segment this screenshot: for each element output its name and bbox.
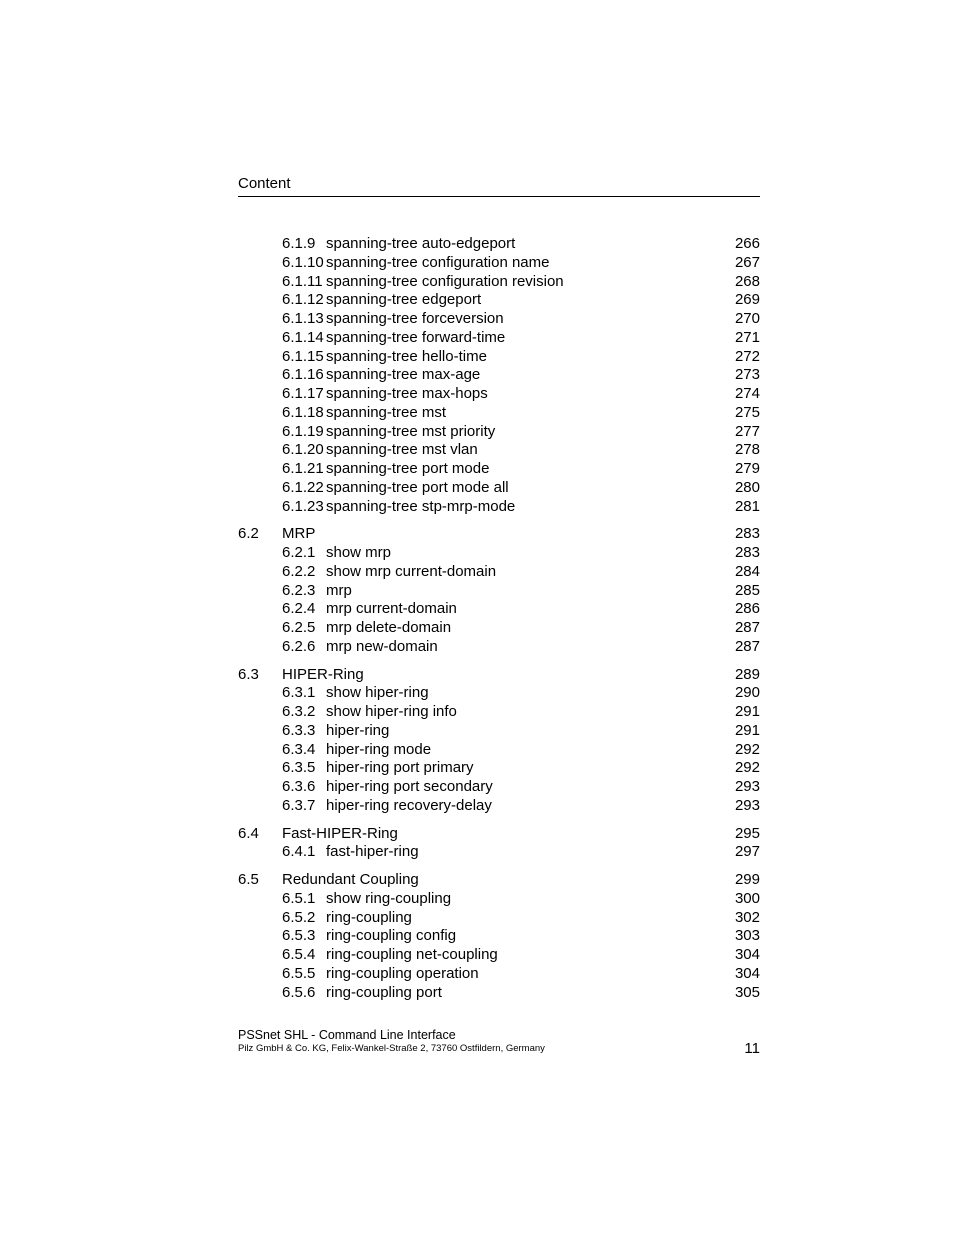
toc-entry-number: 6.2.4	[282, 600, 316, 617]
toc-entry-number: 6.2.6	[282, 638, 316, 655]
toc-entry-number: 6.5.5	[282, 965, 316, 982]
toc-entry-number: 6.3.5	[282, 759, 316, 776]
toc-entry-number: 6.1.14	[282, 329, 324, 346]
toc-entry-title: mrp	[326, 582, 352, 599]
toc-entry-page: 279	[734, 460, 760, 477]
toc-entry-number: 6.2.2	[282, 563, 316, 580]
toc-entry-title: hiper-ring	[326, 722, 390, 739]
toc-entry[interactable]	[282, 581, 760, 600]
toc-entry-number: 6.3.6	[282, 778, 316, 795]
toc-entry-title: spanning-tree auto-edgeport	[326, 235, 516, 252]
toc-entry-page: 303	[734, 927, 760, 944]
toc-section-entry[interactable]	[238, 824, 760, 843]
toc-entry-title: spanning-tree configuration revision	[326, 273, 564, 290]
toc-entry-title: spanning-tree stp-mrp-mode	[326, 498, 516, 515]
toc-entry[interactable]	[282, 683, 760, 702]
toc-entry-page: 274	[734, 385, 760, 402]
toc-entry-title: HIPER-Ring	[282, 666, 364, 683]
toc-entry[interactable]	[282, 253, 760, 272]
toc-entry[interactable]	[282, 272, 760, 291]
toc-entry-page: 304	[734, 946, 760, 963]
toc-entry-title: show hiper-ring	[326, 684, 429, 701]
toc-entry-title: spanning-tree mst vlan	[326, 441, 478, 458]
toc-entry-page: 305	[734, 984, 760, 1001]
header-title: Content	[238, 175, 291, 192]
toc-entry-title: ring-coupling port	[326, 984, 442, 1001]
toc-entry-title: Redundant Coupling	[282, 871, 419, 888]
toc-entry[interactable]	[282, 309, 760, 328]
toc-entry-page: 284	[734, 563, 760, 580]
toc-entry-number: 6.1.23	[282, 498, 324, 515]
toc-entry-number: 6.1.12	[282, 291, 324, 308]
toc-entry-page: 281	[734, 498, 760, 515]
toc-entry[interactable]	[282, 777, 760, 796]
toc-entry[interactable]	[282, 422, 760, 441]
toc-entry[interactable]	[282, 384, 760, 403]
toc-entry-title: fast-hiper-ring	[326, 843, 419, 860]
toc-entry-number: 6.3.4	[282, 741, 316, 758]
toc-entry[interactable]	[282, 796, 760, 815]
toc-entry-title: show mrp	[326, 544, 392, 561]
toc-entry-page: 287	[734, 638, 760, 655]
toc-entry-number: 6.4.1	[282, 843, 316, 860]
toc-entry[interactable]	[282, 543, 760, 562]
toc-entry-number: 6.1.10	[282, 254, 324, 271]
toc-entry[interactable]	[282, 618, 760, 637]
toc-entry-title: hiper-ring mode	[326, 741, 432, 758]
toc-entry-page: 304	[734, 965, 760, 982]
toc-entry-page: 293	[734, 797, 760, 814]
toc-entry-number: 6.1.19	[282, 423, 324, 440]
toc-entry-number: 6.1.17	[282, 385, 324, 402]
toc-entry-number: 6.5.6	[282, 984, 316, 1001]
toc-entry-number: 6.4	[238, 825, 259, 842]
toc-entry-page: 269	[734, 291, 760, 308]
toc-entry-page: 285	[734, 582, 760, 599]
toc-entry-page: 287	[734, 619, 760, 636]
toc-entry-number: 6.1.18	[282, 404, 324, 421]
toc-entry-title: spanning-tree mst priority	[326, 423, 496, 440]
toc-entry[interactable]	[282, 702, 760, 721]
header-rule	[238, 196, 760, 197]
toc-entry[interactable]	[282, 562, 760, 581]
toc-entry-number: 6.1.9	[282, 235, 316, 252]
toc-entry[interactable]	[282, 964, 760, 983]
toc-entry-page: 297	[734, 843, 760, 860]
toc-entry-number: 6.2.5	[282, 619, 316, 636]
toc-entry-title: hiper-ring port secondary	[326, 778, 493, 795]
toc-entry-title: show ring-coupling	[326, 890, 452, 907]
toc-entry-page: 292	[734, 741, 760, 758]
toc-entry-title: hiper-ring recovery-delay	[326, 797, 492, 814]
toc-entry[interactable]	[282, 740, 760, 759]
toc-entry[interactable]	[282, 347, 760, 366]
toc-entry[interactable]	[282, 889, 760, 908]
toc-entry[interactable]	[282, 637, 760, 656]
toc-entry-page: 286	[734, 600, 760, 617]
toc-entry-title: MRP	[282, 525, 316, 542]
toc-entry[interactable]	[282, 365, 760, 384]
toc-entry-title: spanning-tree forward-time	[326, 329, 506, 346]
toc-entry-title: ring-coupling operation	[326, 965, 479, 982]
toc-entry-number: 6.5	[238, 871, 259, 888]
toc-entry-page: 277	[734, 423, 760, 440]
toc-entry-number: 6.3.2	[282, 703, 316, 720]
toc-entry-page: 270	[734, 310, 760, 327]
toc-entry[interactable]	[282, 758, 760, 777]
toc-entry-page: 291	[734, 722, 760, 739]
toc-entry[interactable]	[282, 926, 760, 945]
toc-entry-title: spanning-tree configuration name	[326, 254, 550, 271]
toc-entry-number: 6.1.20	[282, 441, 324, 458]
toc-entry-page: 295	[734, 825, 760, 842]
toc-entry-number: 6.5.3	[282, 927, 316, 944]
toc-entry-page: 273	[734, 366, 760, 383]
toc-section-entry[interactable]	[238, 870, 760, 889]
toc-entry-number: 6.1.21	[282, 460, 324, 477]
toc-entry[interactable]	[282, 945, 760, 964]
toc-entry[interactable]	[282, 403, 760, 422]
toc-entry-title: spanning-tree port mode	[326, 460, 490, 477]
toc-entry-number: 6.5.1	[282, 890, 316, 907]
toc-entry[interactable]	[282, 599, 760, 618]
toc-entry[interactable]	[282, 328, 760, 347]
toc-entry-title: ring-coupling config	[326, 927, 457, 944]
toc-entry-page: 275	[734, 404, 760, 421]
toc-entry-page: 271	[734, 329, 760, 346]
toc-entry-page: 289	[734, 666, 760, 683]
toc-entry[interactable]	[282, 908, 760, 927]
toc-entry[interactable]	[282, 478, 760, 497]
toc-entry[interactable]	[282, 290, 760, 309]
toc-entry-title: mrp current-domain	[326, 600, 457, 617]
toc-entry-page: 283	[734, 525, 760, 542]
toc-entry-page: 290	[734, 684, 760, 701]
toc-section-entry[interactable]	[238, 524, 760, 543]
toc-entry-page: 292	[734, 759, 760, 776]
toc-entry-page: 293	[734, 778, 760, 795]
toc-entry-page: 291	[734, 703, 760, 720]
toc-entry-title: spanning-tree mst	[326, 404, 447, 421]
toc-entry-title: mrp new-domain	[326, 638, 438, 655]
toc-entry-title: hiper-ring port primary	[326, 759, 474, 776]
footer-product-name: PSSnet SHL - Command Line Interface	[238, 1028, 456, 1042]
toc-entry[interactable]	[282, 459, 760, 478]
toc-entry-number: 6.3.3	[282, 722, 316, 739]
toc-entry-page: 283	[734, 544, 760, 561]
toc-entry-number: 6.5.4	[282, 946, 316, 963]
toc-entry-page: 267	[734, 254, 760, 271]
footer-address: Pilz GmbH & Co. KG, Felix-Wankel-Straße 2, 73760 Ostfildern, Germany	[238, 1043, 545, 1054]
toc-entry[interactable]	[282, 497, 760, 516]
toc-entry-number: 6.2.3	[282, 582, 316, 599]
toc-entry-title: spanning-tree edgeport	[326, 291, 482, 308]
toc-entry-title: mrp delete-domain	[326, 619, 452, 636]
toc-entry-title: spanning-tree max-age	[326, 366, 481, 383]
toc-entry-title: ring-coupling	[326, 909, 412, 926]
toc-entry-title: show mrp current-domain	[326, 563, 497, 580]
toc-entry-number: 6.1.15	[282, 348, 324, 365]
toc-entry-number: 6.3	[238, 666, 259, 683]
toc-entry[interactable]	[282, 983, 760, 1002]
toc-entry-title: spanning-tree max-hops	[326, 385, 488, 402]
toc-entry-title: show hiper-ring info	[326, 703, 457, 720]
toc-entry-page: 266	[734, 235, 760, 252]
toc-entry-page: 302	[734, 909, 760, 926]
toc-entry-number: 6.2	[238, 525, 259, 542]
toc-entry-page: 300	[734, 890, 760, 907]
toc-entry-title: spanning-tree port mode all	[326, 479, 509, 496]
toc-entry-number: 6.3.7	[282, 797, 316, 814]
toc-entry-title: spanning-tree forceversion	[326, 310, 504, 327]
page-number: 11	[744, 1040, 760, 1057]
toc-section-entry[interactable]	[238, 665, 760, 684]
toc-entry-page: 268	[734, 273, 760, 290]
toc-entry-number: 6.2.1	[282, 544, 316, 561]
toc-entry-number: 6.1.22	[282, 479, 324, 496]
toc-entry-number: 6.3.1	[282, 684, 316, 701]
toc-entry-number: 6.5.2	[282, 909, 316, 926]
toc-entry-title: ring-coupling net-coupling	[326, 946, 498, 963]
toc-entry-title: Fast-HIPER-Ring	[282, 825, 398, 842]
toc-entry-number: 6.1.13	[282, 310, 324, 327]
toc-entry-number: 6.1.11	[282, 273, 323, 290]
toc-entry-page: 299	[734, 871, 760, 888]
toc-entry-page: 280	[734, 479, 760, 496]
toc-entry-page: 272	[734, 348, 760, 365]
toc-entry[interactable]	[282, 842, 760, 861]
toc-entry-page: 278	[734, 441, 760, 458]
toc-entry-title: spanning-tree hello-time	[326, 348, 487, 365]
toc-entry[interactable]	[282, 721, 760, 740]
toc-entry[interactable]	[282, 234, 760, 253]
toc-entry[interactable]	[282, 440, 760, 459]
toc-entry-number: 6.1.16	[282, 366, 324, 383]
